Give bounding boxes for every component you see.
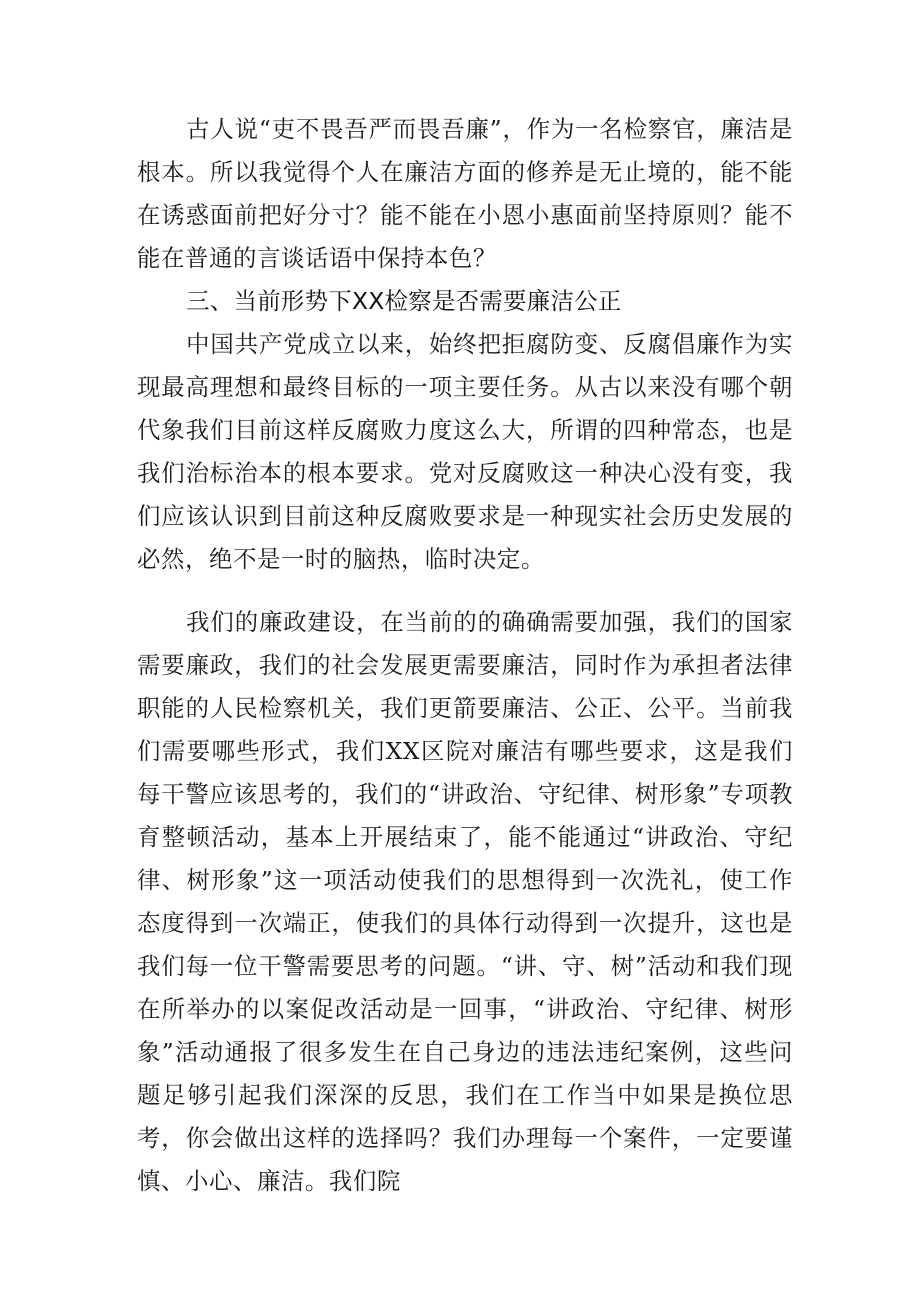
paragraph-integrity-quote: 古人说“吏不畏吾严而畏吾廉”，作为一名检察官，廉洁是根本。所以我觉得个人在廉洁方面的修养是无止境的，能不能在诱惑面前把好分寸？能不能在小恩小惠面前坚持原则？能不能在普通的言谈话语中保持本色？ — [137, 115, 793, 272]
document-body — [137, 108, 793, 1203]
paragraph-spacer — [137, 581, 793, 601]
paragraph-integrity-building: 我们的廉政建设，在当前的的确确需要加强，我们的国家需要廉政，我们的社会发展更需要廉洁，同时作为承担者法律职能的人民检察机关，我们更箭要廉洁、公正、公平。当前我们需要哪些形式，我们XX区院对廉洁有哪些要求，这是我们每干警应该思考的，我们的“讲政治、守纪律、树形象”专项教育整顿活动，基本上开展结束了，能不能通过“讲政治、守纪律、树形象”这一项活动使我们的思想得到一次洗礼，使工作态度得到一次端正，使我们的具体行动得到一次提升，这也是我们每一位干警需要思考的问题。“讲、守、树”活动和我们现在所举办的以案促改活动是一回事，“讲政治、守纪律、树形象”活动通报了很多发生在自己身边的违法违纪案例，这些问题足够引起我们深深的反思，我们在工作当中如果是换位思考，你会做出这样的选择吗？我们办理每一个案件，一定要谨慎、小心、廉洁。我们院 — [137, 608, 793, 1195]
section-heading-3: 三、当前形势下XX检察是否需要廉洁公正 — [186, 287, 622, 315]
paragraph-anti-corruption: 中国共产党成立以来，始终把拒腐防变、反腐倡廉作为实现最高理想和最终目标的一项主要任务。从古以来没有哪个朝代象我们目前这样反腐败力度这么大，所谓的四种常态，也是我们治标治本的根本要求。党对反腐败这一种决心没有变，我们应该认识到目前这种反腐败要求是一种现实社会历史发展的必然，绝不是一时的脑热，临时决定。 — [137, 330, 793, 573]
